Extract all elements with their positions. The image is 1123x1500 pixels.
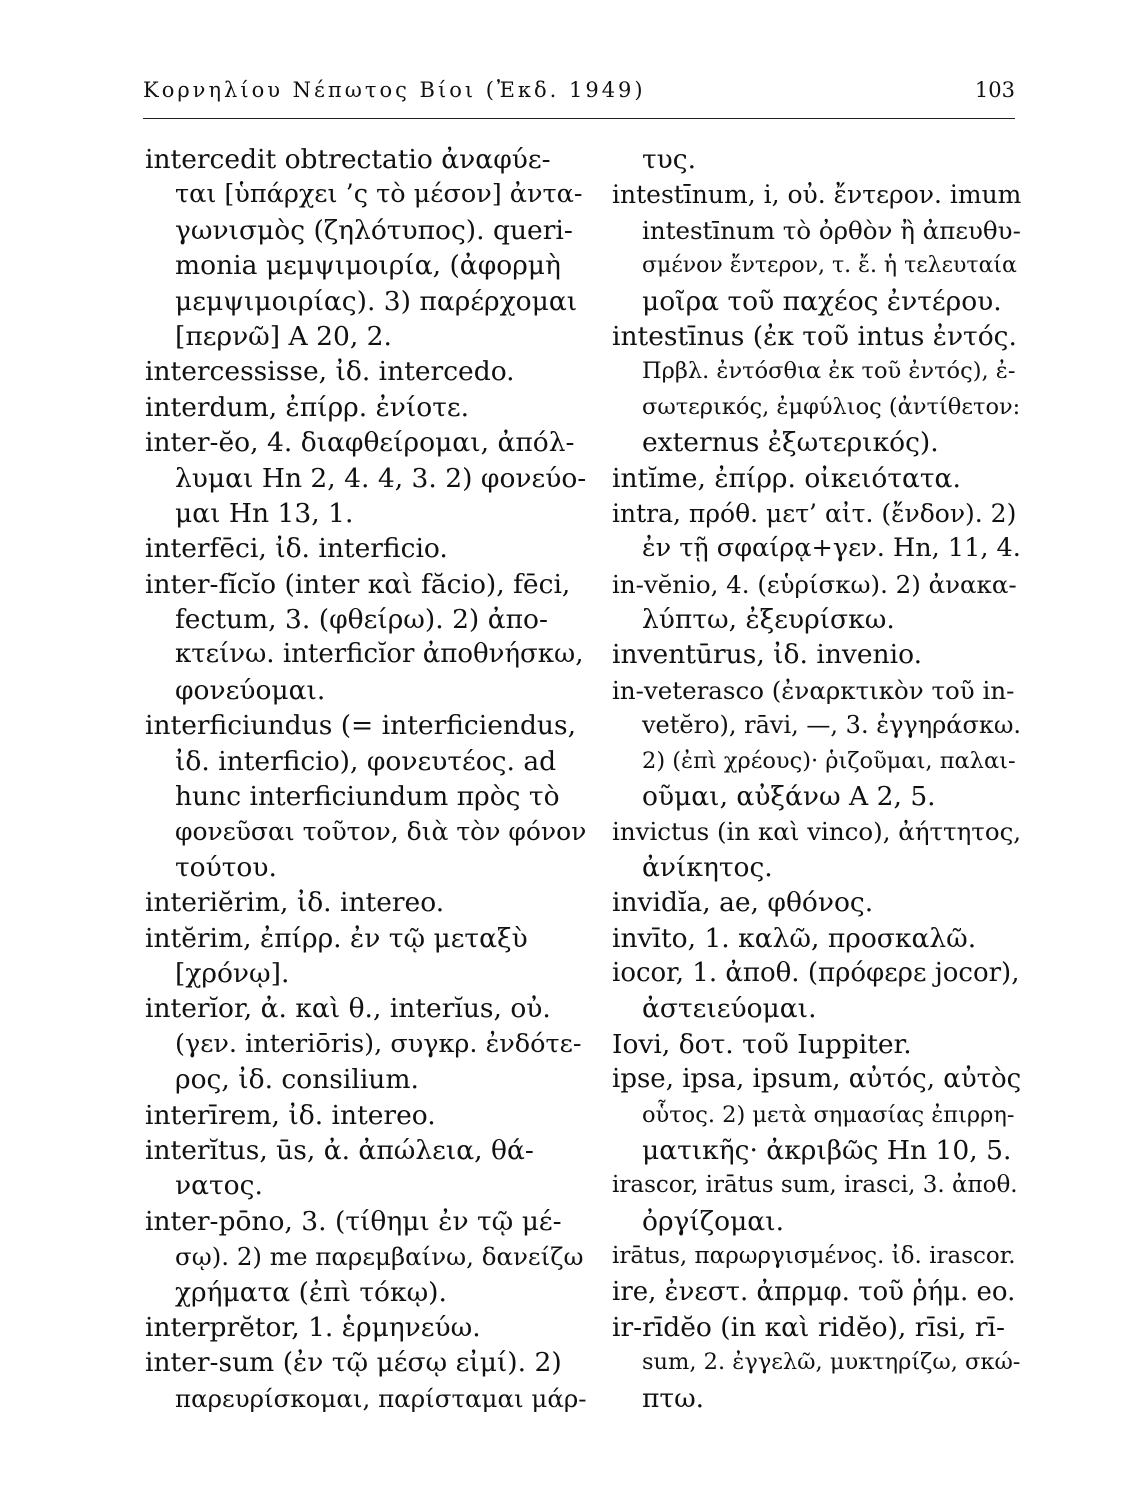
- dictionary-line: interiĕrim, ἰδ. intereo.: [145, 887, 445, 919]
- dictionary-line: irātus, παρωργισμένος. ἰδ. irascor.: [612, 1243, 1016, 1270]
- dictionary-line: ἐν τῇ σφαίρᾳ+γεν. Hn, 11, 4.: [642, 533, 1021, 564]
- dictionary-line: ire, ἐνεστ. ἀπρμφ. τοῦ ῥήμ. eo.: [612, 1276, 1016, 1307]
- dictionary-line: externus ἐξωτερικός).: [642, 427, 939, 459]
- dictionary-line: οῦμαι, αὐξάνω Α 2, 5.: [642, 781, 936, 813]
- dictionary-line: in-veterasco (ἐναρκτικὸν τοῦ in-: [612, 675, 1015, 705]
- dictionary-line: ipse, ipsa, ipsum, αὐτός, αὐτὸς: [612, 1064, 1022, 1095]
- dictionary-line: μεμψιμοιρίας). 3) παρέρχομαι: [175, 285, 578, 317]
- dictionary-line: hunc interficiundum πρὸς τὸ: [175, 781, 560, 813]
- dictionary-line: σμένον ἔντερον, τ. ἔ. ἡ τελευταία: [642, 253, 1017, 279]
- dictionary-line: intestīnum τὸ ὀρθὸν ἢ ἀπευθυ-: [642, 215, 1021, 245]
- running-title: Κορνηλίου Νέπωτος Βίοι (Ἐκδ. 1949): [143, 78, 646, 102]
- dictionary-line: in-vĕnio, 4. (εὑρίσκω). 2) ἀνακα-: [612, 569, 1017, 599]
- dictionary-line: λύπτω, ἐξευρίσκω.: [642, 604, 895, 636]
- dictionary-line: inter-ĕo, 4. διαφθείρομαι, ἀπόλ-: [145, 427, 575, 459]
- dictionary-line: λυμαι Hn 2, 4. 4, 3. 2) φονεύο-: [175, 462, 587, 494]
- dictionary-line: inter-sum (ἐν τῷ μέσῳ εἰμί). 2): [145, 1347, 562, 1379]
- dictionary-line: 2) (ἐπὶ χρέους)· ῥιζοῦμαι, παλαι-: [642, 747, 1016, 774]
- dictionary-line: ματικῆς· ἀκριβῶς Hn 10, 5.: [642, 1134, 1012, 1166]
- dictionary-line: inter-pōno, 3. (τίθημι ἐν τῷ μέ-: [145, 1205, 562, 1237]
- dictionary-line: μαι Hn 13, 1.: [175, 497, 354, 529]
- dictionary-line: irascor, irātus sum, irasci, 3. ἀποθ.: [612, 1172, 1018, 1199]
- dictionary-line: intĭme, ἐπίρρ. οἰκειότατα.: [612, 462, 961, 494]
- dictionary-line: ὀργίζομαι.: [642, 1205, 785, 1237]
- dictionary-line: παρευρίσκομαι, παρίσταμαι μάρ-: [175, 1383, 587, 1413]
- right-column: [612, 142, 1022, 1416]
- dictionary-line: iocor, 1. ἀποθ. (πρόφερε jocor),: [612, 957, 1020, 988]
- running-header: [143, 78, 1015, 119]
- dictionary-line: interĭtus, ūs, ἀ. ἀπώλεια, θά-: [145, 1134, 534, 1166]
- dictionary-line: sum, 2. ἐγγελῶ, μυκτηρίζω, σκώ-: [642, 1349, 1021, 1376]
- dictionary-line: interīrem, ἰδ. intereo.: [145, 1099, 436, 1131]
- dictionary-line: ρος, ἰδ. consilium.: [175, 1064, 419, 1096]
- dictionary-line: invidĭa, ae, φθόνος.: [612, 887, 874, 919]
- dictionary-line: κτείνω. interficĭor ἀποθνήσκω,: [175, 639, 584, 670]
- page-number: 103: [974, 78, 1015, 102]
- dictionary-line: intercessisse, ἰδ. intercedo.: [145, 356, 515, 388]
- dictionary-line: intestīnum, i, οὐ. ἔντερον. imum: [612, 180, 1022, 210]
- dictionary-line: πτω.: [642, 1382, 705, 1414]
- dictionary-line: ἀνίκητος.: [642, 851, 773, 883]
- left-column: [145, 142, 587, 1416]
- dictionary-line: intercedit obtrectatio ἀναφύε-: [145, 144, 551, 175]
- dictionary-line: (γεν. interiōris), συγκρ. ἐνδότε-: [175, 1028, 582, 1059]
- dictionary-line: [περνῶ] Α 20, 2.: [175, 320, 392, 352]
- dictionary-line: φονεύομαι.: [175, 674, 326, 706]
- dictionary-line: ται [ὑπάρχει ’ς τὸ μέσον] ἀντα-: [175, 179, 583, 210]
- dictionary-line: γωνισμὸς (ζηλότυπος). queri-: [175, 214, 573, 246]
- dictionary-line: monia μεμψιμοιρία, (ἀφορμὴ: [175, 250, 561, 282]
- dictionary-line: ir-rīdĕo (in καὶ ridĕo), rīsi, rī-: [612, 1311, 1005, 1343]
- dictionary-line: intestīnus (ἐκ τοῦ intus ἐντός.: [612, 320, 1017, 352]
- dictionary-line: ἰδ. interficio), φονευτέος. ad: [175, 745, 557, 777]
- dictionary-line: inter-fĭcĭo (inter καὶ făcio), fēci,: [145, 568, 571, 600]
- dictionary-line: χρήματα (ἐπὶ τόκῳ).: [175, 1276, 447, 1308]
- dictionary-line: νατος.: [175, 1170, 263, 1202]
- dictionary-line: interficiundus (= interficiendus,: [145, 710, 577, 742]
- dictionary-line: Iovi, δοτ. τοῦ Iuppiter.: [612, 1028, 912, 1060]
- dictionary-line: [χρόνῳ].: [175, 957, 290, 989]
- dictionary-line: interprĕtor, 1. ἑρμηνεύω.: [145, 1311, 481, 1343]
- dictionary-line: interfēci, ἰδ. interficio.: [145, 533, 448, 565]
- dictionary-line: μοῖρα τοῦ παχέος ἐντέρου.: [642, 285, 1002, 317]
- dictionary-line: interĭor, ἀ. καὶ θ., interĭus, οὐ.: [145, 993, 551, 1025]
- dictionary-line: Πρβλ. ἐντόσθια ἐκ τοῦ ἐντός), ἐ-: [642, 358, 1016, 385]
- dictionary-line: invictus (in καὶ vinco), ἀήττητος,: [612, 817, 1022, 847]
- dictionary-line: intra, πρόθ. μετ’ αἰτ. (ἔνδον). 2): [612, 498, 1017, 528]
- dictionary-line: invīto, 1. καλῶ, προσκαλῶ.: [612, 922, 977, 954]
- dictionary-line: οὗτος. 2) μετὰ σημασίας ἐπιρρη-: [642, 1101, 1015, 1128]
- dictionary-line: σωτερικός, ἐμφύλιος (ἀντίθετον:: [642, 393, 1021, 420]
- dictionary-line: fectum, 3. (φθείρω). 2) ἀπο-: [175, 604, 548, 636]
- dictionary-line: inventūrus, ἰδ. invenio.: [612, 639, 923, 671]
- dictionary-line: intĕrim, ἐπίρρ. ἐν τῷ μεταξὺ: [145, 922, 528, 954]
- dictionary-line: ἀστειεύομαι.: [642, 993, 817, 1025]
- dictionary-line: σῳ). 2) me παρεμβαίνω, δανείζω: [175, 1242, 584, 1272]
- dictionary-line: τυς.: [642, 144, 697, 175]
- dictionary-line: φονεῦσαι τοῦτον, διὰ τὸν φόνον: [175, 817, 587, 847]
- dictionary-line: interdum, ἐπίρρ. ἐνίοτε.: [145, 391, 470, 423]
- dictionary-line: τούτου.: [175, 851, 277, 883]
- dictionary-line: vetĕro), rāvi, —, 3. ἐγγηράσκω.: [642, 711, 1022, 740]
